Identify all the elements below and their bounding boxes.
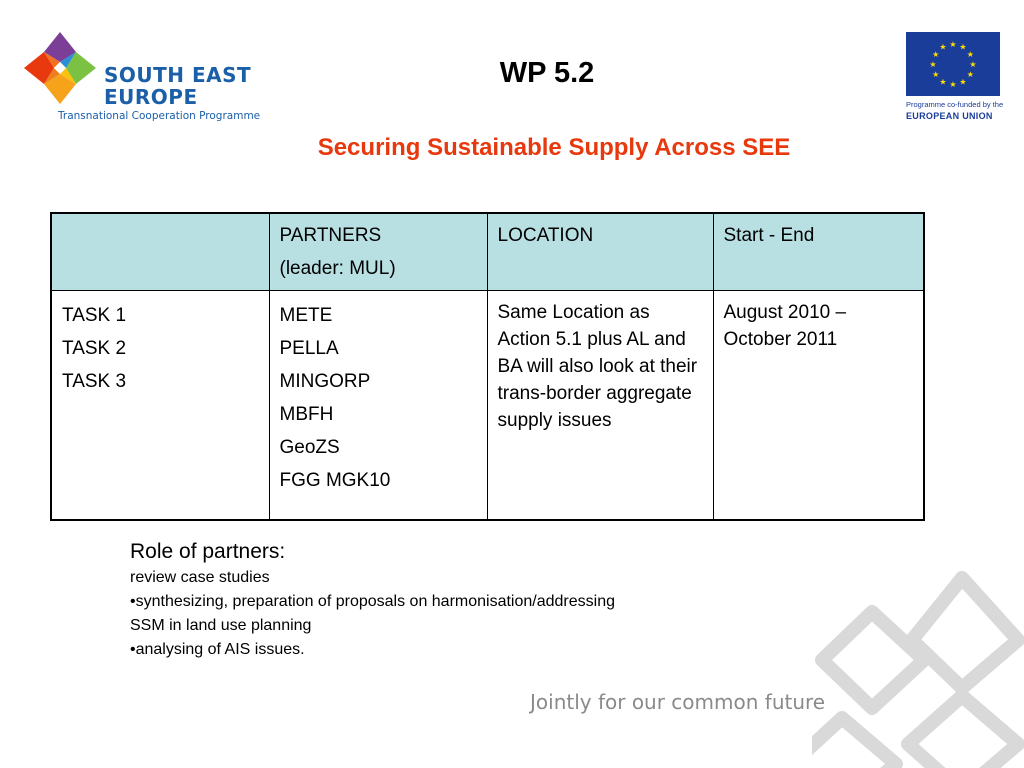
task-item: TASK 1 [62,305,127,326]
header-cell-location: LOCATION [487,213,713,291]
table-header-row [51,213,924,291]
programme-slogan: Jointly for our common future [530,690,826,714]
eu-star-icon: ★ [932,70,940,79]
header-cell-empty [51,213,269,291]
slide-subtitle: Securing Sustainable Supply Across SEE [317,134,791,161]
role-title: Role of partners: [130,540,286,563]
role-line: •synthesizing, preparation of proposals on harmonisation/addressing SSM in land use planning [130,593,615,634]
eu-star-icon: ★ [929,60,937,69]
eu-star-icon: ★ [949,80,957,89]
slide-title: WP 5.2 [499,57,595,89]
header-cell-start-end: Start - End [713,213,924,291]
partner-item: METE [279,305,333,326]
logo-line-1: SOUTH EAST [104,63,252,87]
eu-star-icon: ★ [932,50,940,59]
logo-line-2: EUROPE [104,85,198,109]
task-item: TASK 3 [62,371,127,392]
eu-cofunded-text: Programme co-funded by the [906,100,1004,109]
eu-star-icon: ★ [959,42,967,52]
eu-star-icon: ★ [939,77,947,87]
dates-cell: August 2010 – October 2011 [713,291,924,521]
partners-header-label: PARTNERS [279,225,382,246]
partners-header-leader: (leader: MUL) [279,258,396,279]
partner-item: FGG MGK10 [279,470,391,491]
task-item: TASK 2 [62,338,127,359]
table-row [51,291,924,521]
eu-star-icon: ★ [969,60,977,69]
partners-cell [269,291,487,521]
tasks-cell [51,291,269,521]
eu-star-icon: ★ [959,77,967,87]
partner-item: MBFH [279,404,334,425]
logo-subtitle: Transnational Cooperation Programme [58,110,261,122]
eu-star-icon: ★ [966,70,974,79]
eu-star-icon: ★ [966,50,974,59]
partner-item: PELLA [279,338,339,359]
work-package-table [50,212,925,521]
eu-name-text: EUROPEAN UNION [906,111,993,121]
eu-star-icon: ★ [939,42,947,52]
role-line: review case studies [130,569,270,586]
decorative-flower-outline-icon [812,568,1024,768]
partner-item: GeoZS [279,437,340,458]
partner-item: MINGORP [279,371,371,392]
location-cell: Same Location as Action 5.1 plus AL and BA will also look at their trans-border aggregate supply issues [487,291,713,521]
role-of-partners [130,538,650,662]
eu-star-icon: ★ [949,40,957,49]
header-cell-partners [269,213,487,291]
role-line: •analysing of AIS issues. [130,641,305,658]
